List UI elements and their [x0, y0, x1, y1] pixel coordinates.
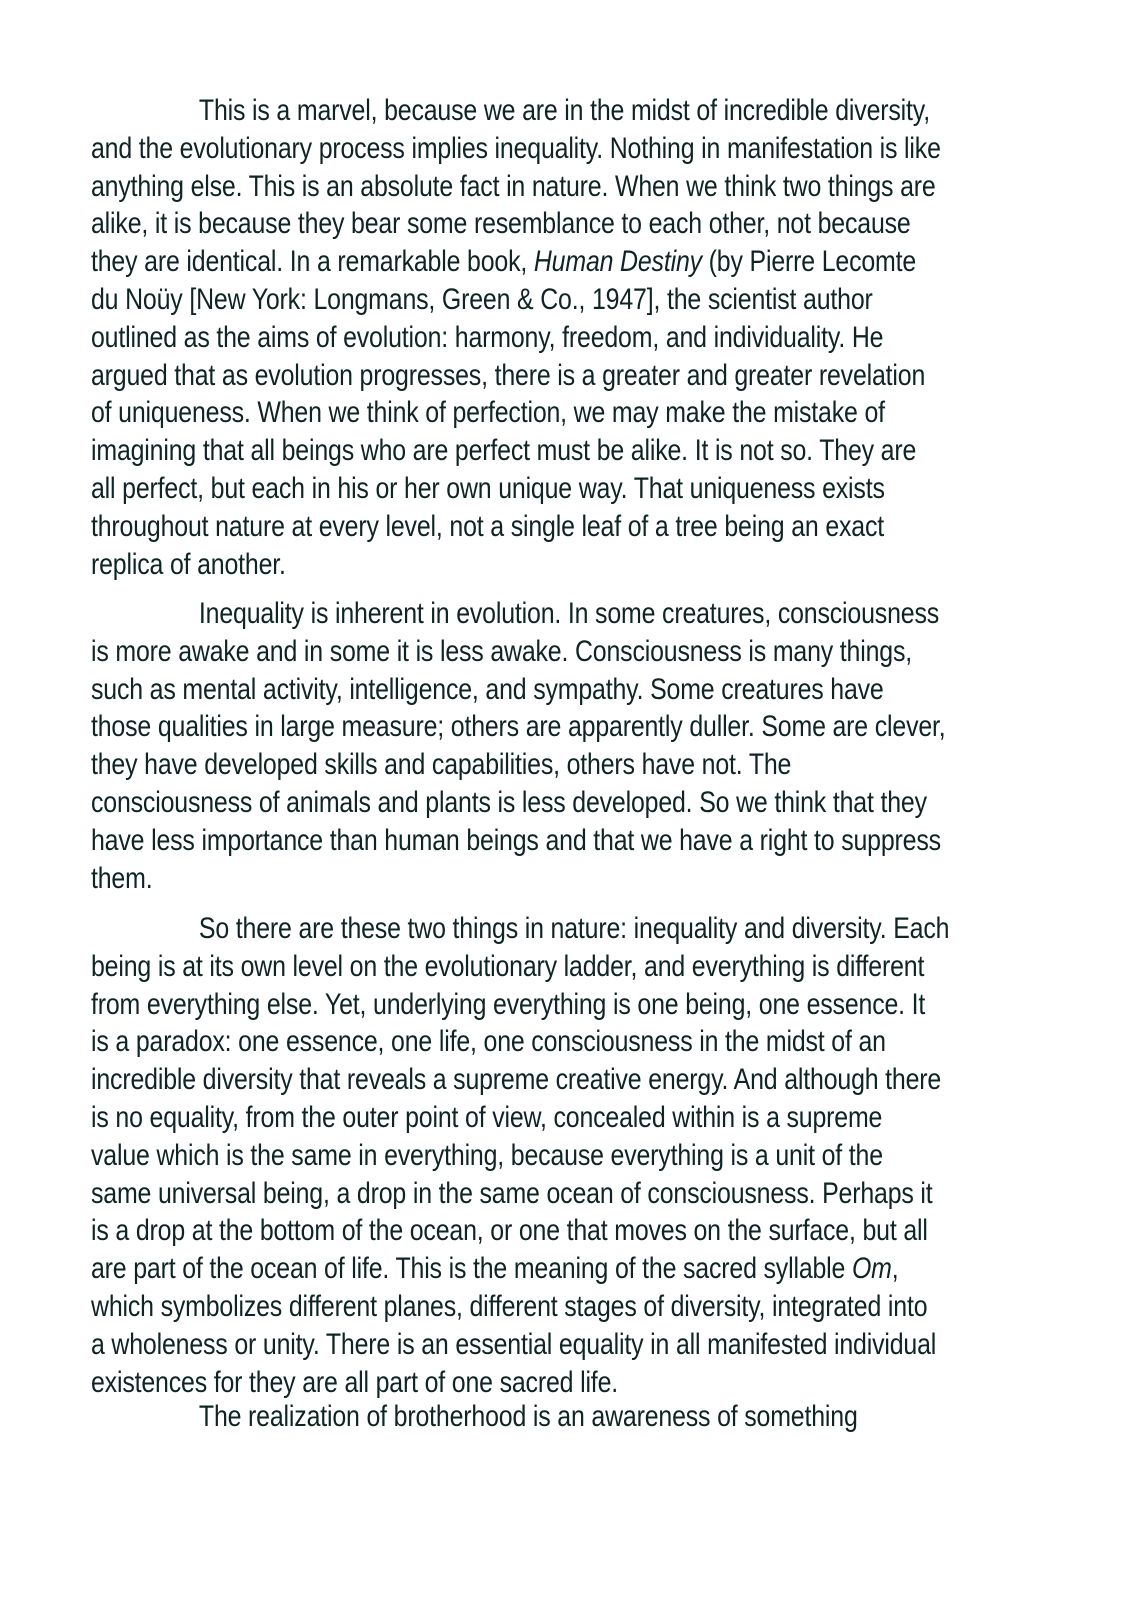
text-line: The realization of brotherhood is an awareness of something [198, 1400, 858, 1433]
text-line: from everything else. Yet, underlying everything is one being, one essence. It [91, 987, 926, 1021]
paragraph-1 [91, 92, 1051, 583]
paragraph-2 [91, 595, 1051, 897]
text-line: is no equality, from the outer point of view, concealed within is a supreme [91, 1100, 883, 1134]
text-line: Inequality is inherent in evolution. In some creatures, consciousness [198, 597, 940, 630]
text-line: imagining that all beings who are perfect must be alike. It is not so. They are [91, 434, 917, 468]
text-run: (by Pierre Lecomte [701, 245, 917, 279]
text-line: consciousness of animals and plants is less developed. So we think that they [91, 785, 927, 819]
paragraph-4 [91, 1398, 1051, 1436]
text-line: alike, it is because they bear some resemblance to each other, not because [91, 207, 911, 241]
om-term: Om [851, 1252, 892, 1286]
text-line: outlined as the aims of evolution: harmony, freedom, and individuality. He [91, 320, 884, 354]
text-line: them. [91, 861, 153, 895]
text-line: have less importance than human beings and that we have a right to suppress [91, 823, 941, 857]
text-line: being is at its own level on the evolutionary ladder, and everything is different [91, 949, 925, 983]
paragraph-3 [91, 910, 1051, 1401]
text-line: and the evolutionary process implies inequality. Nothing in manifestation is like [91, 131, 941, 165]
text-line: those qualities in large measure; others are apparently duller. Some are clever, [91, 710, 946, 744]
text-line: throughout nature at every level, not a single leaf of a tree being an exact [91, 509, 885, 543]
text-line: argued that as evolution progresses, there is a greater and greater revelation [91, 358, 926, 392]
text-line: a wholeness or unity. There is an essential equality in all manifested individual [91, 1327, 937, 1361]
text-line [91, 243, 917, 281]
text-line: of uniqueness. When we think of perfection, we may make the mistake of [91, 396, 885, 430]
text-line: replica of another. [91, 547, 286, 581]
text-line: is more awake and in some it is less awake. Consciousness is many things, [91, 634, 913, 668]
text-line: is a paradox: one essence, one life, one consciousness in the midst of an [91, 1025, 886, 1059]
text-line: anything else. This is an absolute fact in nature. When we think two things are [91, 169, 936, 203]
text-line: all perfect, but each in his or her own unique way. That uniqueness exists [91, 471, 885, 505]
text-run: they are identical. In a remarkable book, [91, 245, 534, 279]
text-run: , [891, 1252, 899, 1286]
text-line: value which is the same in everything, because everything is a unit of the [91, 1138, 883, 1172]
text-run: are part of the ocean of life. This is the meaning of the sacred syllable [91, 1252, 852, 1286]
text-line: is a drop at the bottom of the ocean, or one that moves on the surface, but all [91, 1214, 928, 1248]
text-line: This is a marvel, because we are in the midst of incredible diversity, [198, 94, 930, 127]
text-line: incredible diversity that reveals a supreme creative energy. And although there [91, 1063, 942, 1097]
text-line: such as mental activity, intelligence, and sympathy. Some creatures have [91, 672, 884, 706]
book-title: Human Destiny [533, 245, 702, 279]
text-line: du Noüy [New York: Longmans, Green & Co., 1947], the scientist author [91, 282, 873, 316]
text-line: same universal being, a drop in the same ocean of consciousness. Perhaps it [91, 1176, 933, 1210]
text-line: they have developed skills and capabilities, others have not. The [91, 748, 792, 782]
text-line [91, 1250, 899, 1288]
text-line: which symbolizes different planes, different stages of diversity, integrated into [91, 1289, 928, 1323]
text-line: So there are these two things in nature: inequality and diversity. Each [198, 912, 950, 945]
text-line: existences for they are all part of one sacred life. [91, 1365, 618, 1399]
